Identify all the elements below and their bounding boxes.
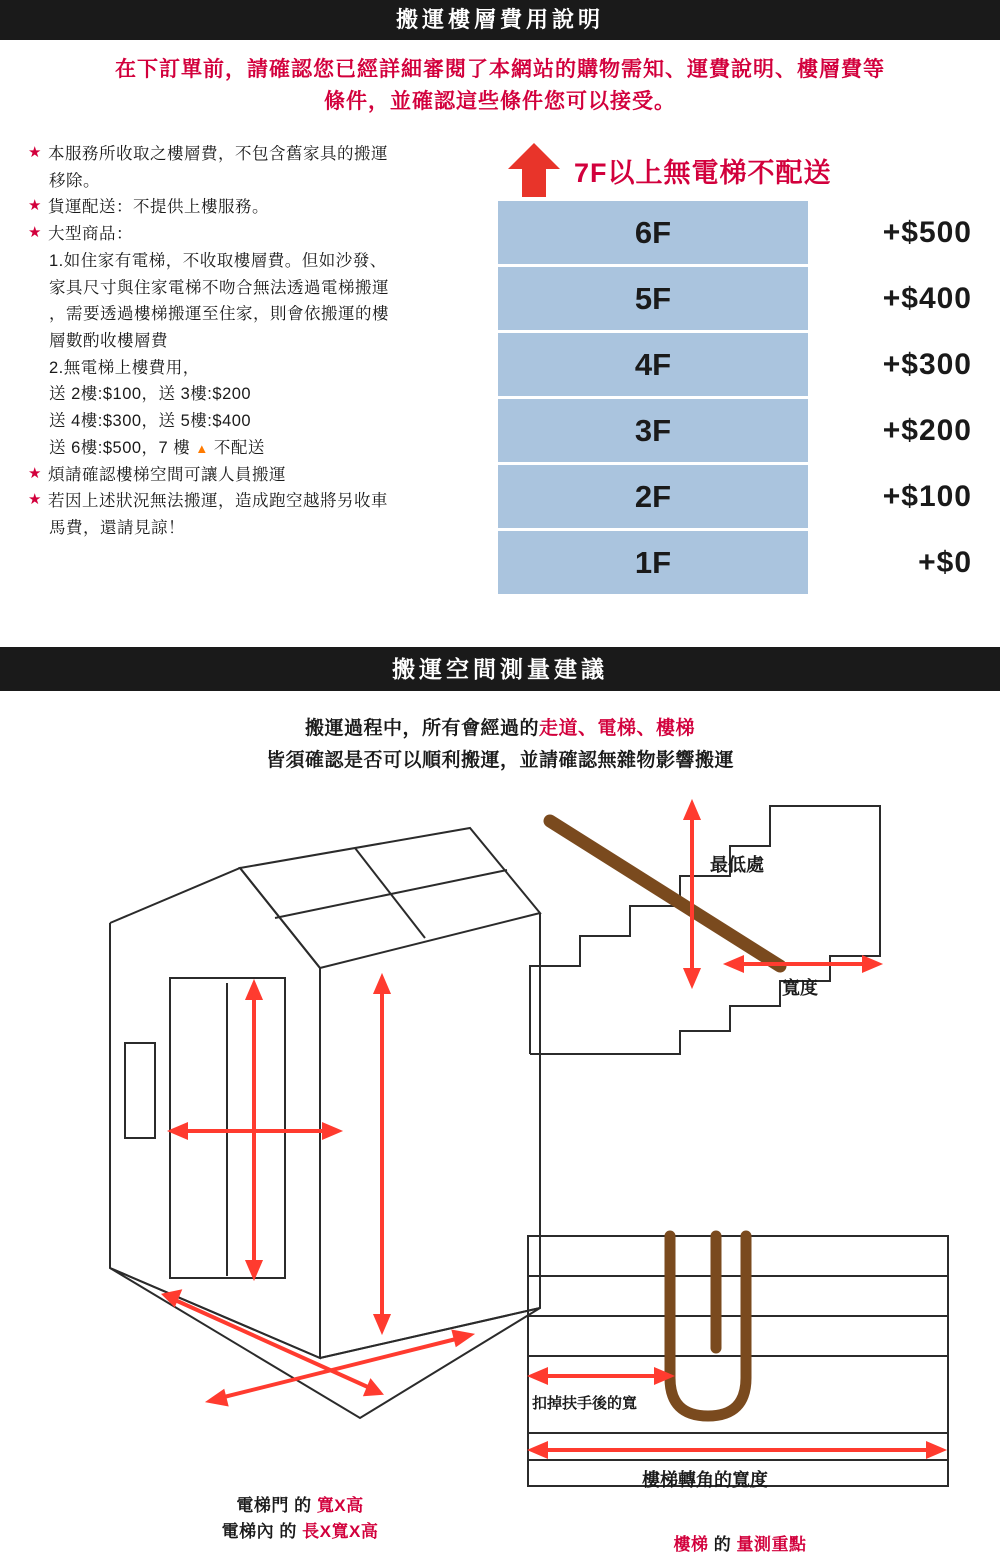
warning-triangle-icon: ▲	[195, 440, 209, 456]
measurement-subtitle-line-2: 皆須確認是否可以順利搬運，並請確認無雜物影響搬運	[265, 750, 734, 772]
table-row	[498, 333, 978, 396]
elevator-caption-line-2	[120, 1519, 480, 1545]
table-row	[498, 267, 978, 330]
list-item-label: 本服務所收取之樓層費，不包含舊家具的搬運	[47, 145, 388, 163]
handrail-clear-width-label: 扣掉扶手後的寬	[532, 1394, 638, 1412]
list-item-label: 家具尺寸與住家電梯不吻合無法透過電梯搬運	[49, 278, 389, 297]
table-row	[498, 201, 978, 264]
cabin-width-arrow	[220, 1338, 460, 1398]
list-item	[49, 408, 498, 435]
intro-line-1: 在下訂單前，請確認您已經詳細審閱了本網站的購物需知、運費說明、樓層費等	[115, 58, 885, 81]
elevator-caption	[120, 1493, 480, 1546]
table-row	[498, 531, 978, 594]
star-icon: ★	[28, 144, 42, 161]
bullet-list	[28, 141, 498, 542]
floor-label: 4F	[498, 333, 808, 396]
floor-label: 2F	[498, 465, 808, 528]
stair-width-label: 寬度	[782, 977, 818, 998]
list-item-label: 層數酌收樓層費	[49, 332, 168, 351]
floor-label: 5F	[498, 267, 808, 330]
measurement-subtitle-line-1	[0, 713, 1000, 745]
diagram-area	[0, 788, 1000, 1568]
list-item	[28, 141, 498, 168]
list-item	[28, 488, 498, 515]
list-item	[28, 221, 498, 248]
list-item-label: ，需要透過樓梯搬運至住家，則會依搬運的樓	[49, 305, 389, 324]
floor-label: 6F	[498, 201, 808, 264]
section-title-measurement: 搬運空間測量建議	[0, 647, 1000, 691]
list-item-label: 馬費，還請見諒！	[49, 519, 185, 538]
table-row	[498, 465, 978, 528]
floor-price: +$200	[882, 413, 972, 447]
elevator-diagram	[70, 798, 590, 1498]
list-item	[49, 168, 498, 195]
list-item-label: 送 2樓:$100，送 3樓:$200	[49, 385, 252, 404]
subtitle-text-a: 搬運過程中，所有會經過的	[304, 718, 539, 739]
table-row	[498, 399, 978, 462]
stair-corner-diagram	[520, 1228, 960, 1518]
list-item-label: 煩請確認樓梯空間可讓人員搬運	[47, 465, 286, 484]
list-item-label: 送 6樓:$500，7 樓	[49, 438, 191, 457]
arrow-up-icon	[498, 141, 570, 199]
list-item-label: 送 4樓:$300，送 5樓:$400	[49, 412, 252, 431]
caption-particle: 的	[713, 1534, 732, 1554]
subtitle-text-highlight: 走道、電梯、樓梯	[539, 718, 696, 739]
star-icon: ★	[28, 197, 42, 215]
caption-subject: 電梯內	[221, 1521, 275, 1541]
elevator-caption-line-1	[120, 1493, 480, 1519]
floor-price: +$500	[882, 215, 972, 249]
list-item	[49, 301, 498, 328]
stairs-caption	[520, 1530, 960, 1555]
caption-particle: 的	[279, 1521, 297, 1541]
no-delivery-row	[498, 139, 978, 201]
star-icon: ★	[28, 464, 42, 482]
caption-measure: 量測重點	[736, 1534, 807, 1554]
list-item-label: 2.無電梯上樓費用，	[49, 358, 200, 377]
floor-fee-chart	[498, 139, 978, 597]
stairs-diagram	[520, 796, 940, 1096]
intro-line-2: 條件，並確認這些條件您可以接受。	[324, 89, 676, 113]
list-item-label: 移除。	[49, 171, 100, 190]
floor-price: +$100	[882, 479, 972, 513]
list-item-label: 大型商品：	[47, 225, 133, 244]
list-item	[49, 355, 498, 382]
list-item-suffix: 不配送	[213, 438, 265, 457]
intro-notice	[0, 40, 1000, 127]
list-item-label: 1.如住家有電梯，不收取樓層費。但如沙發、	[49, 251, 387, 270]
list-item	[49, 275, 498, 302]
caption-particle: 的	[294, 1495, 312, 1515]
floor-price: +$300	[882, 347, 972, 381]
handrail-u-outer	[670, 1236, 746, 1416]
list-item-label: 貨運配送：不提供上樓服務。	[47, 198, 269, 217]
star-icon: ★	[28, 491, 42, 509]
floor-label: 1F	[498, 531, 808, 594]
caption-subject: 樓梯	[673, 1534, 709, 1554]
star-icon: ★	[28, 224, 42, 242]
no-delivery-label: 7F以上無電梯不配送	[574, 157, 832, 188]
list-item	[49, 328, 498, 355]
floor-price: +$400	[882, 281, 972, 315]
list-item-label: 若因上述狀況無法搬運，造成跑空越將另收車	[47, 492, 388, 511]
list-item	[49, 435, 498, 462]
list-item	[49, 248, 498, 275]
floor-label: 3F	[498, 399, 808, 462]
list-item	[49, 381, 498, 408]
fee-section	[0, 127, 1000, 647]
corner-width-label: 樓梯轉角的寬度	[642, 1469, 768, 1490]
caption-subject: 電梯門	[236, 1495, 289, 1515]
floor-price: +$0	[918, 545, 972, 579]
list-item	[49, 515, 498, 542]
page-title: 搬運樓層費用說明	[0, 0, 1000, 40]
list-item	[28, 194, 498, 221]
caption-measure: 寬X高	[316, 1495, 364, 1515]
cabin-depth-arrow	[175, 1300, 370, 1388]
measurement-subtitle	[0, 691, 1000, 788]
caption-measure: 長X寬X高	[302, 1521, 379, 1541]
list-item	[28, 462, 498, 489]
handrail-line	[550, 821, 780, 966]
lowest-point-label: 最低處	[710, 854, 764, 875]
